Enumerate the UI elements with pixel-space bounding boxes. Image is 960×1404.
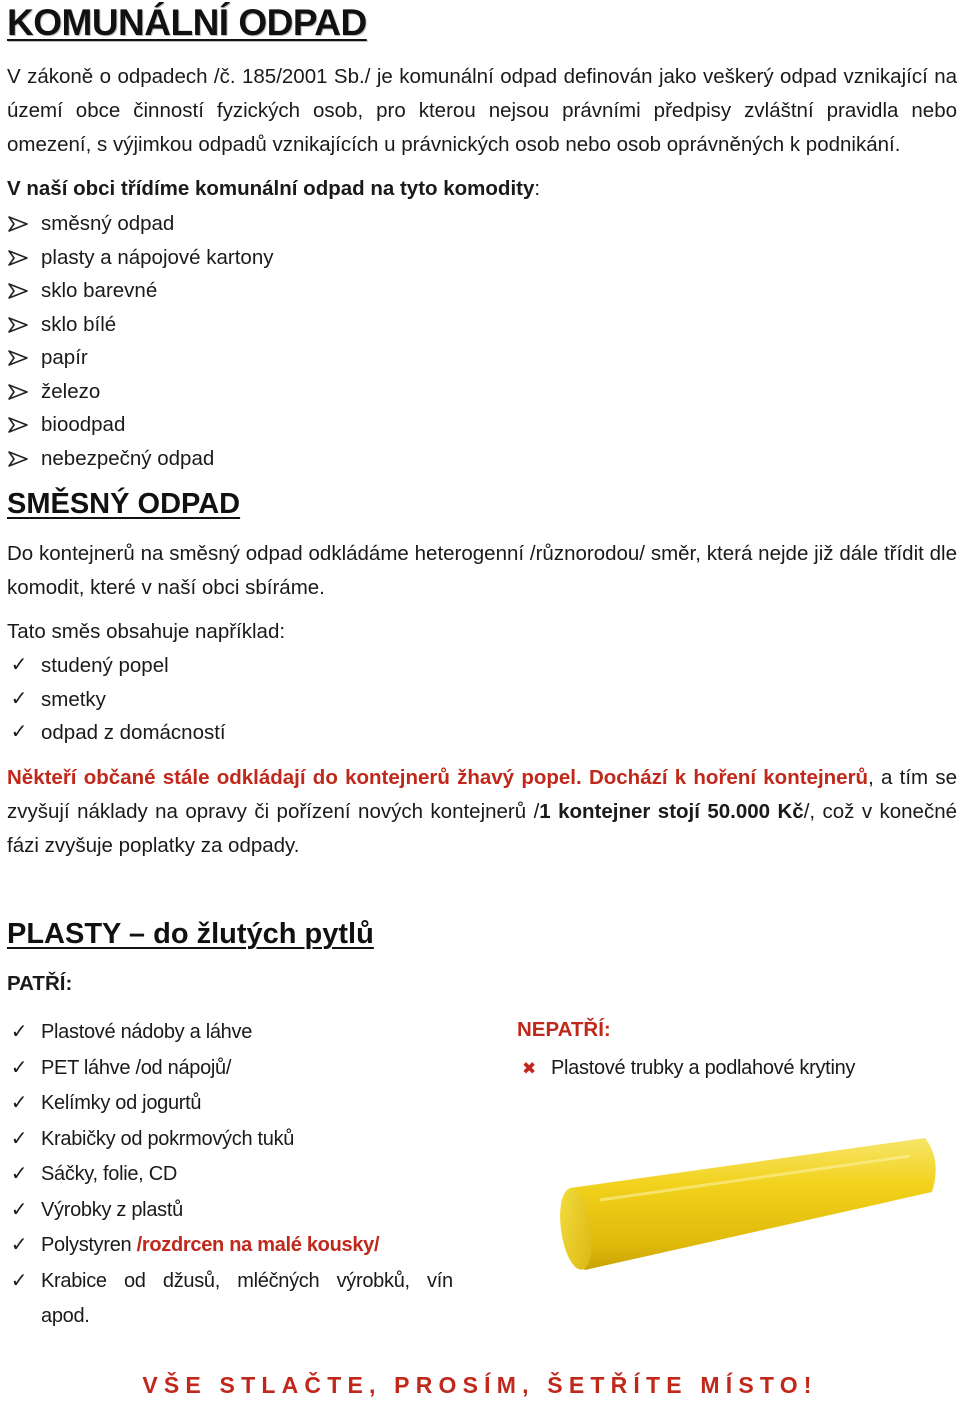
list-item (7, 1228, 447, 1264)
check-icon: ✓ (10, 1127, 28, 1150)
list-item-label: sklo barevné (41, 279, 158, 302)
list-item-label: směsný odpad (41, 212, 175, 235)
list-item (7, 241, 273, 275)
list-item (7, 375, 273, 409)
intro-paragraph: V zákoně o odpadech /č. 185/2001 Sb./ je komunální odpad definován jako veškerý odpad vznikající na území obce činností fyzických osob, pro kterou nejsou právními předpisy zvláštní pravidla nebo omezení, s výjimkou odpadů vznikajících u právnických osob nebo osob oprávněných k podnikání. (7, 65, 957, 156)
mixed-waste-title: SMĚSNÝ ODPAD (7, 488, 241, 520)
list-item (7, 408, 273, 442)
list-item-label: PET láhve /od nápojů/ (41, 1056, 232, 1079)
check-icon: ✓ (10, 1234, 28, 1256)
list-item (7, 442, 273, 476)
list-item (7, 649, 226, 683)
belongs-heading: PATŘÍ: (7, 972, 73, 995)
list-item-label: bioodpad (41, 413, 126, 436)
list-item (7, 207, 273, 241)
list-item-label: sklo bílé (41, 312, 117, 336)
list-item-label: Plastové trubky a podlahové krytiny (551, 1057, 856, 1079)
footer-slogan: VŠE STLAČTE, PROSÍM, ŠETŘÍTE MÍSTO! (142, 1372, 818, 1398)
list-item (7, 1086, 447, 1122)
commodities-heading-colon: : (534, 177, 541, 200)
list-item (7, 1299, 447, 1335)
bag-body (568, 1138, 936, 1270)
list-item-label: Polystyren (41, 1234, 137, 1256)
list-item-label: Krabičky od pokrmových tuků (41, 1127, 295, 1150)
cross-icon: ✖ (522, 1059, 536, 1078)
list-item-label: odpad z domácností (41, 721, 226, 744)
plastics-title: PLASTY – do žlutých pytlů (7, 918, 374, 950)
list-item (7, 683, 226, 717)
warning-text-end: /, což v konečné fázi zvyšuje poplatky za odpady. (7, 800, 957, 857)
list-item-label: apod. (41, 1305, 90, 1327)
list-item (7, 1193, 447, 1229)
plastics-belongs-list (7, 1015, 453, 1335)
warning-paragraph (7, 761, 957, 863)
check-icon: ✓ (10, 721, 28, 743)
warning-bold-price: 1 kontejner stojí 50.000 Kč (539, 800, 804, 823)
arrow-bullet-icon (8, 384, 28, 400)
check-icon: ✓ (10, 1056, 28, 1079)
commodities-list (7, 207, 273, 475)
list-item-label: studený popel (41, 654, 169, 677)
check-icon: ✓ (10, 654, 28, 676)
list-item (517, 1051, 855, 1087)
list-item-label: Plastové nádoby a láhve (41, 1021, 253, 1043)
list-item (7, 1122, 447, 1158)
commodities-heading-text: V naší obci třídíme komunální odpad na tyto komodity (7, 177, 535, 200)
arrow-bullet-icon (8, 317, 28, 333)
arrow-bullet-icon (8, 216, 28, 232)
arrow-bullet-icon (8, 451, 28, 467)
list-item-label: Výrobky z plastů (41, 1198, 183, 1221)
check-icon: ✓ (10, 687, 28, 710)
plastics-not-belongs-list (517, 1051, 855, 1087)
mixed-waste-example-intro: Tato směs obsahuje například: (7, 620, 286, 643)
list-item (7, 308, 273, 342)
list-item (7, 274, 273, 308)
list-item (7, 341, 273, 375)
list-item-note: /rozdrcen na malé kousky/ (136, 1234, 380, 1256)
list-item (7, 1015, 447, 1051)
list-item-label: plasty a nápojové kartony (41, 245, 274, 269)
check-icon: ✓ (10, 1163, 28, 1185)
list-item-label: Krabice od džusů, mléčných výrobků, vín (41, 1269, 453, 1292)
list-item-label: nebezpečný odpad (41, 446, 215, 470)
list-item (7, 1264, 453, 1300)
check-icon: ✓ (10, 1269, 28, 1292)
yellow-bag-roll-image (540, 1130, 950, 1280)
list-item-label: Kelímky od jogurtů (41, 1092, 202, 1114)
list-item (7, 1051, 447, 1087)
list-item-label: smetky (41, 687, 106, 711)
not-belongs-heading: NEPATŘÍ: (517, 1018, 611, 1041)
commodities-heading (7, 172, 540, 206)
arrow-bullet-icon (8, 417, 28, 433)
list-item-label: Sáčky, folie, CD (41, 1163, 177, 1185)
warning-text: , a tím se zvyšují náklady na opravy či pořízení nových kontejnerů / (7, 766, 957, 823)
warning-red-text-2: Dochází k hoření kontejnerů (588, 766, 869, 789)
mixed-waste-examples (7, 649, 226, 750)
arrow-bullet-icon (8, 250, 28, 266)
mixed-waste-description: Do kontejnerů na směsný odpad odkládáme heterogenní /různorodou/ směr, která nejde již dále třídit dle komodit, které v naší obci sbíráme. (7, 542, 957, 599)
check-icon: ✓ (10, 1021, 28, 1043)
arrow-bullet-icon (8, 350, 28, 366)
list-item-label: železo (41, 379, 101, 403)
check-icon: ✓ (10, 1092, 28, 1114)
list-item (7, 716, 226, 750)
list-item (7, 1157, 447, 1193)
check-icon: ✓ (10, 1198, 28, 1221)
list-item-label: papír (41, 346, 88, 369)
warning-red-text: Někteří občané stále odkládají do kontejnerů žhavý popel. (7, 766, 582, 789)
page-title: KOMUNÁLNÍ ODPAD (7, 2, 367, 43)
arrow-bullet-icon (8, 283, 28, 299)
